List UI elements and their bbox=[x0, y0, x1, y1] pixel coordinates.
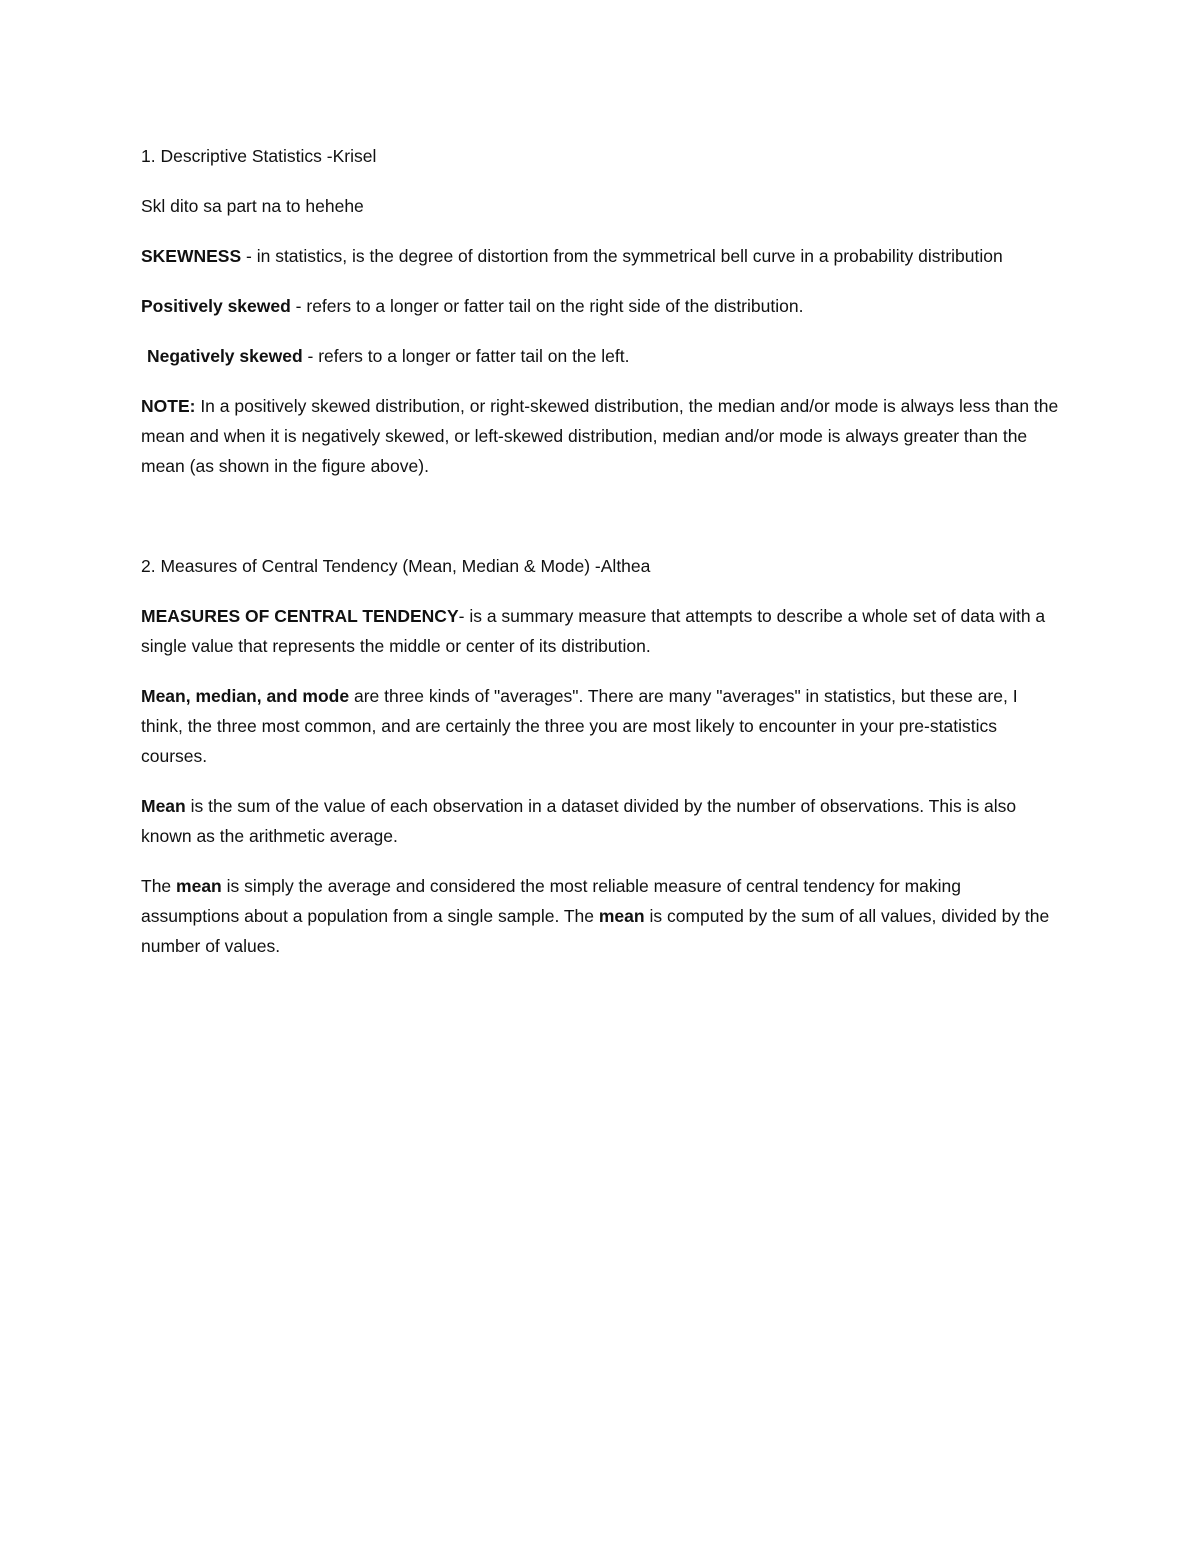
section-heading-descriptive-statistics: 1. Descriptive Statistics -Krisel bbox=[141, 146, 377, 166]
mean-reliable-prefix: The bbox=[141, 876, 177, 896]
mean-term-1: mean bbox=[176, 876, 222, 896]
negatively-skewed-term: Negatively skewed bbox=[147, 346, 303, 366]
note-paragraph bbox=[141, 391, 1061, 481]
mct-paragraph bbox=[141, 601, 1061, 661]
section-heading-central-tendency: 2. Measures of Central Tendency (Mean, Median & Mode) -Althea bbox=[141, 556, 651, 576]
mean-definition-text: is the sum of the value of each observation in a dataset divided by the number of observations. This is also known as the arithmetic average. bbox=[141, 796, 1017, 846]
note-term: NOTE: bbox=[141, 396, 196, 416]
note-line: Skl dito sa part na to hehehe bbox=[141, 196, 364, 216]
skewness-term: SKEWNESS bbox=[141, 246, 242, 266]
mean-reliable-suffix: is computed by the sum of all values, divided by the number of values. bbox=[141, 906, 1050, 956]
mean-definition-paragraph bbox=[141, 791, 1061, 851]
averages-paragraph bbox=[141, 681, 1061, 771]
skewness-definition: - in statistics, is the degree of distortion from the symmetrical bell curve in a probability distribution bbox=[241, 246, 1003, 266]
positively-skewed-term: Positively skewed bbox=[141, 296, 291, 316]
negatively-skewed-paragraph bbox=[141, 341, 1061, 371]
note-text: In a positively skewed distribution, or right-skewed distribution, the median and/or mode is always less than the mean and when it is negatively skewed, or left-skewed distribution, median and/or mode is always greater than the mean (as shown in the figure above). bbox=[141, 396, 1059, 476]
averages-term: Mean, median, and mode bbox=[141, 686, 350, 706]
positively-skewed-paragraph bbox=[141, 291, 1061, 321]
negatively-skewed-definition: - refers to a longer or fatter tail on the left. bbox=[302, 346, 630, 366]
section-spacer bbox=[141, 501, 1061, 551]
mean-term-2: mean bbox=[598, 906, 645, 926]
mean-reliable-paragraph bbox=[141, 871, 1061, 961]
averages-text: are three kinds of "averages". There are many "averages" in statistics, but these are, I think, the three most common, and are certainly the three you are most likely to encounter in your pre-statistics courses. bbox=[141, 686, 1018, 766]
skewness-paragraph bbox=[141, 241, 1061, 271]
mct-term: MEASURES OF CENTRAL TENDENCY bbox=[141, 606, 459, 626]
mct-definition: - is a summary measure that attempts to describe a whole set of data with a single value that represents the middle or center of its distribution. bbox=[141, 606, 1046, 656]
mean-reliable-middle: is simply the average and considered the most reliable measure of central tendency for making assumptions about a population from a single sample. The bbox=[141, 876, 962, 926]
positively-skewed-definition: - refers to a longer or fatter tail on the right side of the distribution. bbox=[290, 296, 804, 316]
document-body bbox=[141, 141, 1061, 981]
mean-term: Mean bbox=[141, 796, 186, 816]
